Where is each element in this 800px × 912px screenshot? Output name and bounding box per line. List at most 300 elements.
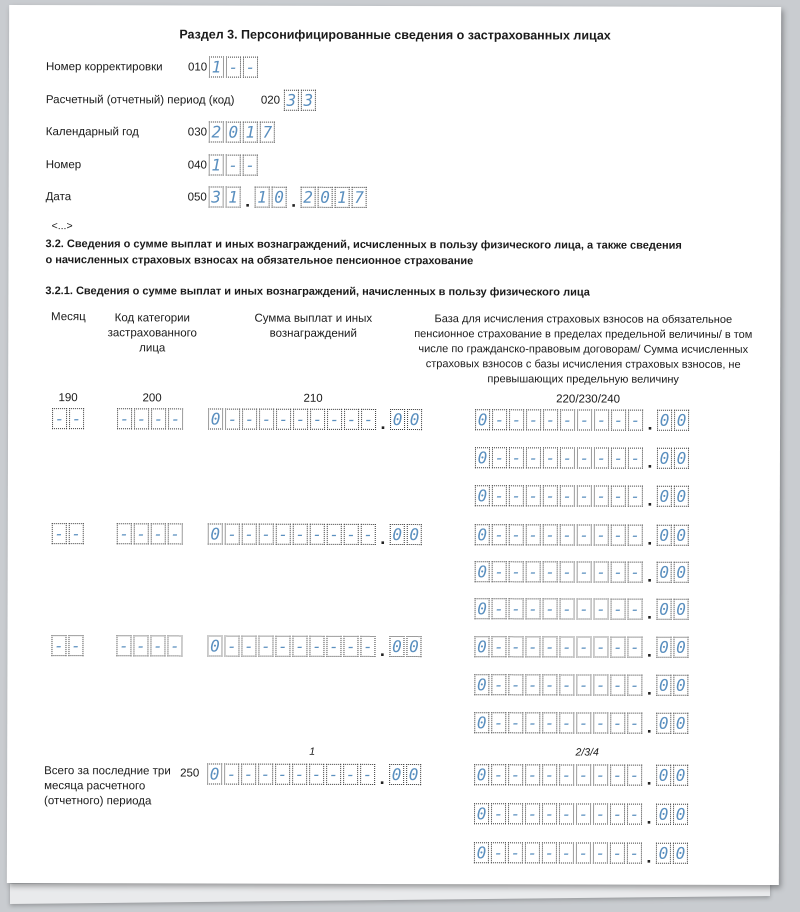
decimal-separator: . (646, 678, 652, 699)
amount-cell[interactable]: - (560, 447, 575, 468)
amount-cell[interactable]: - (225, 524, 240, 545)
base-220-230-240-cells[interactable] (475, 409, 691, 434)
amount-decimal-cell[interactable]: 0 (407, 524, 422, 545)
amount-cell[interactable]: - (344, 409, 359, 430)
amount-cell[interactable]: - (542, 674, 557, 695)
form-cell[interactable]: 1 (243, 122, 258, 143)
amount-cell[interactable]: - (627, 843, 642, 864)
amount-cell[interactable]: - (611, 599, 626, 620)
amount-decimal-cell[interactable]: 0 (674, 486, 689, 507)
month-190-cells[interactable] (52, 523, 86, 544)
amount-cell[interactable]: - (543, 447, 558, 468)
date-month-cell[interactable]: 0 (272, 187, 287, 208)
amount-decimal-cell[interactable]: 0 (673, 637, 688, 658)
month-cell[interactable]: - (68, 635, 83, 656)
col-month-header: Месяц (50, 311, 86, 324)
amount-cell[interactable]: - (310, 524, 325, 545)
category-cell[interactable]: - (168, 408, 183, 429)
amount-cell[interactable]: - (543, 524, 558, 545)
amount-cell[interactable]: - (610, 765, 625, 786)
section-title: Раздел 3. Персонифицированные сведения о застрахованных лицах (179, 27, 611, 43)
category-cell[interactable]: - (167, 635, 182, 656)
amount-cell[interactable]: - (627, 637, 642, 658)
total-250-base-cells[interactable] (474, 842, 690, 867)
form-cell[interactable]: - (226, 57, 241, 78)
amount-cell[interactable]: - (224, 764, 239, 785)
amount-decimal-cell[interactable]: 0 (674, 599, 689, 620)
payments-210-cells[interactable] (208, 524, 424, 546)
amount-cell[interactable]: - (326, 636, 341, 657)
amount-cell[interactable]: - (526, 524, 541, 545)
amount-cell[interactable]: - (610, 713, 625, 734)
amount-cell[interactable]: - (611, 525, 626, 546)
category-cell[interactable]: - (151, 408, 166, 429)
form-cell[interactable]: 2 (209, 122, 224, 143)
amount-cell[interactable]: - (509, 598, 524, 619)
month-cell[interactable]: - (52, 523, 67, 544)
correction-number-cells[interactable] (209, 57, 260, 78)
amount-cell[interactable]: - (627, 675, 642, 696)
amount-cell[interactable]: - (508, 712, 523, 733)
amount-cell[interactable]: - (559, 674, 574, 695)
amount-cell[interactable]: - (576, 764, 591, 785)
col-payments-header: Сумма выплат и иных вознаграждений (254, 312, 373, 340)
amount-cell[interactable]: - (628, 410, 643, 431)
period-code-cells[interactable] (284, 90, 318, 111)
amount-cell[interactable]: - (593, 843, 608, 864)
category-200-cells[interactable] (117, 408, 185, 429)
amount-cell[interactable]: - (576, 803, 591, 824)
amount-decimal-cell[interactable]: 0 (390, 524, 405, 545)
amount-cell[interactable]: - (628, 525, 643, 546)
amount-decimal-cell[interactable]: 0 (674, 525, 689, 546)
amount-cell[interactable]: - (577, 561, 592, 582)
base-220-230-240-cells[interactable] (475, 524, 691, 549)
amount-cell[interactable]: - (611, 448, 626, 469)
amount-cell[interactable]: - (509, 485, 524, 506)
amount-cell[interactable]: - (576, 712, 591, 733)
amount-cell[interactable]: 0 (474, 674, 489, 695)
amount-cell[interactable]: - (542, 636, 557, 657)
amount-decimal-cell[interactable]: 0 (656, 765, 671, 786)
amount-cell[interactable]: 0 (474, 842, 489, 863)
category-cell[interactable]: - (134, 408, 149, 429)
decimal-separator: . (291, 190, 297, 211)
calendar-year-code: 030 (187, 126, 208, 139)
category-cell[interactable]: - (117, 408, 132, 429)
date-label: Дата (45, 191, 72, 204)
decimal-separator: . (647, 565, 653, 586)
amount-cell[interactable]: - (593, 765, 608, 786)
amount-cell[interactable]: - (628, 562, 643, 583)
amount-cell[interactable]: - (542, 764, 557, 785)
code-200: 200 (142, 392, 162, 405)
amount-cell[interactable]: - (276, 524, 291, 545)
amount-cell[interactable]: 0 (475, 524, 490, 545)
amount-cell[interactable]: - (508, 803, 523, 824)
month-cell[interactable]: - (51, 635, 66, 656)
amount-cell[interactable]: - (559, 712, 574, 733)
amount-cell[interactable]: - (577, 598, 592, 619)
total-250-base-cells[interactable] (474, 803, 690, 828)
category-200-cells[interactable] (117, 523, 185, 544)
decimal-separator: . (379, 639, 385, 660)
amount-decimal-cell[interactable]: 0 (673, 843, 688, 864)
amount-cell[interactable]: - (491, 712, 506, 733)
total-label: Всего за последние три месяца расчетного (отчетного) периода (44, 765, 171, 808)
date-year-cell[interactable]: 0 (318, 187, 333, 208)
amount-cell[interactable]: - (508, 674, 523, 695)
amount-cell[interactable]: - (560, 409, 575, 430)
amount-cell[interactable]: - (508, 636, 523, 657)
date-year-cell[interactable]: 1 (335, 187, 350, 208)
decimal-separator: . (647, 413, 653, 434)
amount-cell[interactable]: - (327, 524, 342, 545)
amount-decimal-cell[interactable]: 0 (656, 804, 671, 825)
amount-cell[interactable]: - (491, 674, 506, 695)
amount-decimal-cell[interactable]: 0 (389, 764, 404, 785)
decimal-separator: . (245, 190, 251, 211)
total-250-payments-cells[interactable] (207, 764, 423, 786)
amount-cell[interactable]: - (542, 803, 557, 824)
base-220-230-240-cells[interactable] (474, 636, 690, 661)
amount-cell[interactable]: - (292, 636, 307, 657)
decimal-separator: . (380, 527, 386, 548)
amount-decimal-cell[interactable]: 0 (406, 636, 421, 657)
amount-cell[interactable]: - (292, 764, 307, 785)
amount-cell[interactable]: - (576, 842, 591, 863)
amount-decimal-cell[interactable]: 0 (406, 764, 421, 785)
amount-cell[interactable]: - (241, 636, 256, 657)
number-cells[interactable] (209, 155, 260, 176)
amount-cell[interactable]: 0 (475, 485, 490, 506)
amount-cell[interactable]: - (508, 842, 523, 863)
amount-cell[interactable]: - (343, 764, 358, 785)
total-subheader-234: 2/3/4 (575, 746, 599, 759)
form-cell[interactable]: - (226, 155, 241, 176)
month-cell[interactable]: - (52, 408, 67, 429)
number-code: 040 (187, 159, 207, 172)
col-base-header: База для исчисления страховых взносов на обязательное пенсионное страхование в пределах предельной величины/ в том числе по гражданско-правовым договорам/ Сумма исчисленных страховых взносов с базы исчисления страховых взносов, не превышающих предельную величину (414, 313, 753, 386)
amount-cell[interactable]: - (293, 409, 308, 430)
amount-cell[interactable]: - (543, 598, 558, 619)
amount-cell[interactable]: - (508, 764, 523, 785)
payments-210-cells[interactable] (208, 409, 424, 431)
ellipsis-marker: <...> (51, 220, 73, 233)
amount-cell[interactable]: - (628, 486, 643, 507)
amount-cell[interactable]: - (509, 524, 524, 545)
amount-cell[interactable]: - (628, 599, 643, 620)
amount-cell[interactable]: - (310, 409, 325, 430)
category-cell[interactable]: - (151, 523, 166, 544)
amount-decimal-cell[interactable]: 0 (656, 675, 671, 696)
amount-cell[interactable]: 0 (475, 447, 490, 468)
amount-cell[interactable]: - (526, 598, 541, 619)
base-220-230-240-cells[interactable] (475, 447, 691, 472)
amount-cell[interactable]: - (491, 764, 506, 785)
amount-cell[interactable]: - (542, 842, 557, 863)
amount-cell[interactable]: - (509, 561, 524, 582)
form-cell[interactable]: 7 (260, 122, 275, 143)
amount-cell[interactable]: - (594, 525, 609, 546)
base-220-230-240-cells[interactable] (474, 712, 690, 737)
amount-cell[interactable]: - (492, 524, 507, 545)
amount-cell[interactable]: - (628, 448, 643, 469)
amount-cell[interactable]: - (560, 485, 575, 506)
amount-cell[interactable]: - (577, 524, 592, 545)
form-cell[interactable]: - (243, 57, 258, 78)
amount-cell[interactable]: - (594, 448, 609, 469)
amount-cell[interactable]: - (525, 636, 540, 657)
amount-cell[interactable]: - (594, 599, 609, 620)
amount-cell[interactable]: - (560, 561, 575, 582)
amount-cell[interactable]: - (492, 485, 507, 506)
amount-cell[interactable]: - (275, 764, 290, 785)
decimal-separator: . (646, 716, 652, 737)
amount-cell[interactable]: - (611, 410, 626, 431)
amount-cell[interactable]: - (526, 447, 541, 468)
amount-cell[interactable]: - (343, 636, 358, 657)
amount-cell[interactable]: - (525, 803, 540, 824)
payments-210-cells[interactable] (207, 636, 423, 658)
amount-cell[interactable]: - (293, 524, 308, 545)
amount-cell[interactable]: - (543, 409, 558, 430)
decimal-separator: . (380, 412, 386, 433)
amount-cell[interactable]: - (275, 636, 290, 657)
total-250-base-cells[interactable] (474, 764, 690, 789)
amount-decimal-cell[interactable]: 0 (673, 765, 688, 786)
category-cell[interactable]: - (168, 523, 183, 544)
correction-number-code: 010 (187, 61, 208, 74)
base-220-230-240-cells[interactable] (475, 561, 691, 586)
amount-decimal-cell[interactable]: 0 (390, 409, 405, 430)
calendar-year-label: Календарный год (45, 126, 139, 139)
amount-cell[interactable]: - (225, 409, 240, 430)
amount-decimal-cell[interactable]: 0 (389, 636, 404, 657)
amount-cell[interactable]: - (309, 636, 324, 657)
amount-cell[interactable]: 0 (475, 598, 490, 619)
month-190-cells[interactable] (51, 635, 85, 656)
amount-cell[interactable]: - (610, 675, 625, 696)
code-220-230-240: 220/230/240 (556, 393, 621, 406)
amount-cell[interactable]: 0 (208, 409, 223, 430)
amount-cell[interactable]: - (326, 764, 341, 785)
amount-cell[interactable]: 0 (475, 561, 490, 582)
amount-cell[interactable]: - (491, 842, 506, 863)
decimal-separator: . (379, 767, 385, 788)
amount-cell[interactable]: - (526, 561, 541, 582)
amount-decimal-cell[interactable]: 0 (674, 410, 689, 431)
amount-decimal-cell[interactable]: 0 (673, 804, 688, 825)
amount-cell[interactable]: - (492, 447, 507, 468)
amount-decimal-cell[interactable]: 0 (407, 409, 422, 430)
amount-cell[interactable]: - (344, 524, 359, 545)
total-subheader-1: 1 (309, 745, 316, 758)
category-cell[interactable]: - (117, 523, 132, 544)
amount-cell[interactable]: 0 (474, 712, 489, 733)
amount-decimal-cell[interactable]: 0 (674, 448, 689, 469)
amount-cell[interactable]: - (559, 636, 574, 657)
code-210: 210 (303, 392, 323, 405)
amount-cell[interactable]: - (577, 409, 592, 430)
amount-cell[interactable]: - (258, 636, 273, 657)
amount-cell[interactable]: - (526, 485, 541, 506)
amount-cell[interactable]: 0 (474, 764, 489, 785)
amount-cell[interactable]: - (594, 486, 609, 507)
form-cell[interactable]: 3 (284, 90, 299, 111)
amount-cell[interactable]: - (242, 409, 257, 430)
decimal-separator: . (646, 807, 652, 828)
amount-cell[interactable]: - (509, 409, 524, 430)
decimal-separator: . (647, 602, 653, 623)
category-cell[interactable]: - (150, 635, 165, 656)
amount-cell[interactable]: - (542, 712, 557, 733)
amount-cell[interactable]: - (492, 409, 507, 430)
amount-decimal-cell[interactable]: 0 (657, 599, 672, 620)
amount-decimal-cell[interactable]: 0 (673, 675, 688, 696)
amount-cell[interactable]: - (224, 636, 239, 657)
amount-cell[interactable]: - (543, 561, 558, 582)
period-code-code: 020 (260, 94, 281, 107)
amount-cell[interactable]: 0 (474, 803, 489, 824)
amount-decimal-cell[interactable]: 0 (656, 637, 671, 658)
amount-cell[interactable]: - (576, 674, 591, 695)
amount-cell[interactable]: - (627, 713, 642, 734)
decimal-separator: . (647, 451, 653, 472)
period-code-label: Расчетный (отчетный) период (код) (45, 94, 235, 107)
form-cell[interactable]: 3 (301, 90, 316, 111)
amount-cell[interactable]: - (360, 764, 375, 785)
amount-cell[interactable]: - (559, 842, 574, 863)
amount-cell[interactable]: - (577, 485, 592, 506)
form-cell[interactable]: 1 (209, 57, 224, 78)
amount-cell[interactable]: - (611, 562, 626, 583)
amount-cell[interactable]: - (492, 598, 507, 619)
amount-decimal-cell[interactable]: 0 (674, 562, 689, 583)
amount-decimal-cell[interactable]: 0 (657, 486, 672, 507)
amount-cell[interactable]: - (543, 485, 558, 506)
decimal-separator: . (647, 489, 653, 510)
month-cell[interactable]: - (69, 408, 84, 429)
amount-cell[interactable]: - (526, 409, 541, 430)
amount-cell[interactable]: - (360, 636, 375, 657)
date-cells[interactable] (209, 187, 369, 211)
amount-cell[interactable]: - (611, 486, 626, 507)
amount-decimal-cell[interactable]: 0 (673, 713, 688, 734)
amount-decimal-cell[interactable]: 0 (657, 448, 672, 469)
date-year-cell[interactable]: 7 (352, 187, 367, 208)
amount-cell[interactable]: - (559, 764, 574, 785)
decimal-separator: . (646, 846, 652, 867)
amount-cell[interactable]: - (593, 804, 608, 825)
base-220-230-240-cells[interactable] (475, 485, 691, 510)
amount-cell[interactable]: - (258, 764, 273, 785)
base-220-230-240-cells[interactable] (474, 674, 690, 699)
date-day-cell[interactable]: 3 (209, 187, 224, 208)
amount-cell[interactable]: - (610, 843, 625, 864)
amount-cell[interactable]: - (509, 447, 524, 468)
form-cell[interactable]: 0 (226, 122, 241, 143)
amount-cell[interactable]: - (259, 409, 274, 430)
amount-cell[interactable]: 0 (208, 524, 223, 545)
amount-cell[interactable]: - (309, 764, 324, 785)
amount-cell[interactable]: - (577, 447, 592, 468)
section-32-line2: о начисленных страховых взносах на обязательное пенсионное страхование (45, 254, 474, 268)
amount-cell[interactable]: - (559, 803, 574, 824)
amount-cell[interactable]: - (593, 675, 608, 696)
amount-cell[interactable]: 0 (474, 636, 489, 657)
amount-decimal-cell[interactable]: 0 (656, 713, 671, 734)
category-cell[interactable]: - (133, 635, 148, 656)
amount-decimal-cell[interactable]: 0 (657, 410, 672, 431)
date-year-cell[interactable]: 2 (301, 187, 316, 208)
col-category-header: Код категории застрахованного лица (107, 312, 197, 355)
amount-cell[interactable]: - (525, 764, 540, 785)
amount-cell[interactable]: - (610, 637, 625, 658)
form-cell[interactable]: 1 (209, 155, 224, 176)
amount-cell[interactable]: - (491, 803, 506, 824)
amount-cell[interactable]: - (276, 409, 291, 430)
amount-cell[interactable]: - (593, 713, 608, 734)
amount-cell[interactable]: - (594, 410, 609, 431)
amount-cell[interactable]: - (361, 524, 376, 545)
form-page (7, 5, 781, 885)
month-190-cells[interactable] (52, 408, 86, 429)
date-code: 050 (187, 191, 207, 204)
category-cell[interactable]: - (134, 523, 149, 544)
amount-cell[interactable]: - (627, 765, 642, 786)
amount-cell[interactable]: 0 (207, 764, 222, 785)
amount-cell[interactable]: - (327, 409, 342, 430)
number-label: Номер (45, 159, 82, 172)
amount-cell[interactable]: - (627, 804, 642, 825)
amount-cell[interactable]: - (491, 636, 506, 657)
total-code: 250 (180, 767, 200, 780)
amount-cell[interactable]: - (594, 562, 609, 583)
amount-cell[interactable]: - (610, 804, 625, 825)
category-200-cells[interactable] (116, 635, 184, 656)
amount-cell[interactable]: - (259, 524, 274, 545)
amount-cell[interactable]: - (241, 764, 256, 785)
calendar-year-cells[interactable] (209, 122, 277, 143)
amount-cell[interactable]: 0 (475, 409, 490, 430)
decimal-separator: . (646, 768, 652, 789)
amount-cell[interactable]: - (525, 712, 540, 733)
date-month-cell[interactable]: 1 (255, 187, 270, 208)
amount-decimal-cell[interactable]: 0 (657, 525, 672, 546)
form-cell[interactable]: - (243, 155, 258, 176)
category-cell[interactable]: - (116, 635, 131, 656)
amount-cell[interactable]: - (560, 524, 575, 545)
amount-cell[interactable]: - (576, 636, 591, 657)
amount-cell[interactable]: 0 (207, 636, 222, 657)
section-32-line1: 3.2. Сведения о сумме выплат и иных вознаграждений, исчисленных в пользу физического лица, а также сведения (45, 238, 682, 252)
code-190: 190 (58, 392, 78, 405)
amount-cell[interactable]: - (242, 524, 257, 545)
amount-cell[interactable]: - (525, 674, 540, 695)
amount-decimal-cell[interactable]: 0 (656, 843, 671, 864)
amount-decimal-cell[interactable]: 0 (657, 562, 672, 583)
amount-cell[interactable]: - (361, 409, 376, 430)
base-220-230-240-cells[interactable] (475, 598, 691, 623)
amount-cell[interactable]: - (593, 637, 608, 658)
correction-number-label: Номер корректировки (45, 61, 163, 74)
date-day-cell[interactable]: 1 (226, 187, 241, 208)
month-cell[interactable]: - (69, 523, 84, 544)
amount-cell[interactable]: - (525, 842, 540, 863)
amount-cell[interactable]: - (492, 561, 507, 582)
amount-cell[interactable]: - (560, 598, 575, 619)
